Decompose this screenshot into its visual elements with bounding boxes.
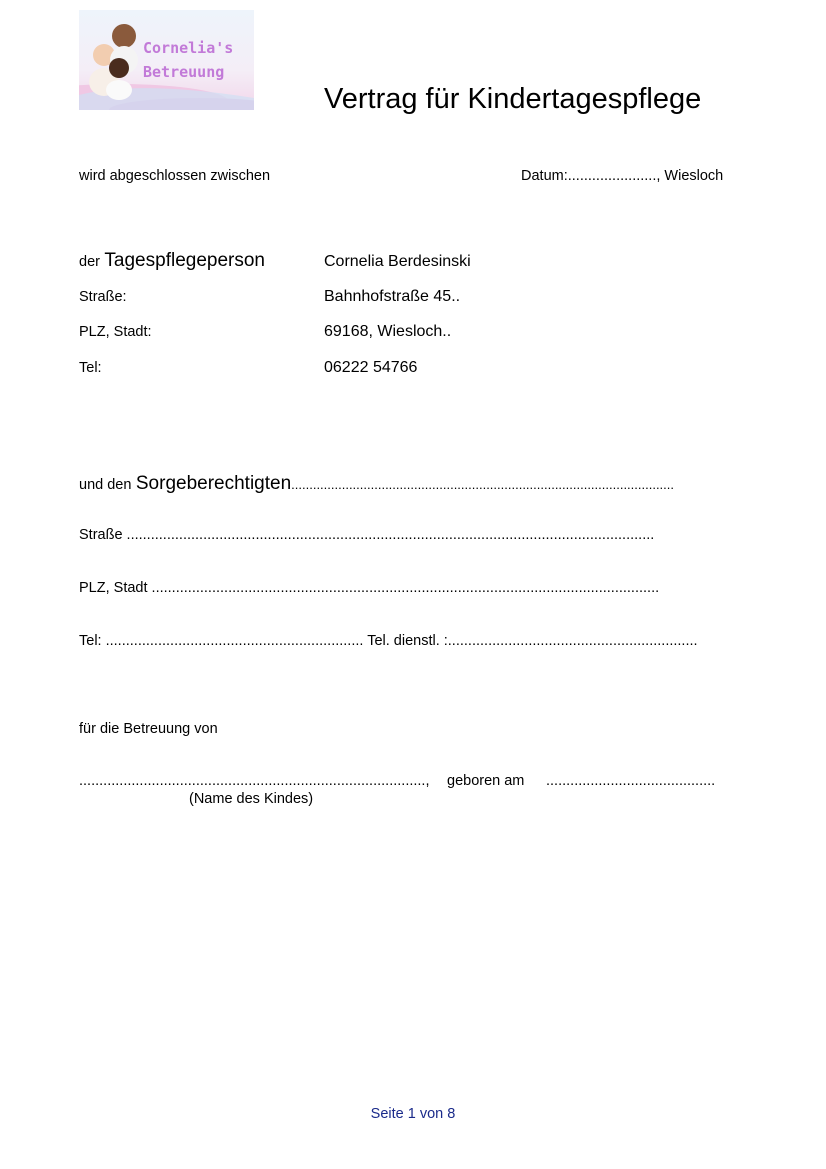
logo-line-1: Cornelia's [143, 39, 234, 57]
guardians-city-line: PLZ, Stadt .............................................................................................................................. [79, 580, 660, 596]
page-number: Seite 1 von 8 [370, 1106, 456, 1122]
child-name-caption: (Name des Kindes) [189, 791, 314, 807]
date-field: Datum:......................, Wiesloch [521, 168, 724, 184]
born-date-line: .......................................... [546, 773, 716, 789]
logo [79, 10, 254, 110]
guardians-street-line: Straße ................................................................................................................................... [79, 527, 655, 543]
guardians-tel-line: Tel: ................................................................ Tel. dienstl. :.............................................................. [79, 633, 698, 649]
caregiver-city: 69168, Wiesloch.. [324, 323, 452, 340]
guardians-heading-text: Sorgeberechtigten [135, 473, 292, 494]
caregiver-name: Cornelia Berdesinski [324, 253, 471, 270]
caregiver-street: Bahnhofstraße 45.. [324, 288, 461, 305]
caregiver-tel-label: Tel: [79, 360, 102, 376]
caregiver-street-label: Straße: [79, 289, 127, 305]
caregiver-prefix: der [79, 254, 100, 270]
document-title: Vertrag für Kindertagespflege [324, 83, 702, 115]
contract-between-text: wird abgeschlossen zwischen [79, 168, 271, 184]
guardians-name-dots: .......................................................................................................... [291, 477, 675, 492]
logo-line-2: Betreuung [143, 63, 225, 81]
care-for-text: für die Betreuung von [79, 721, 218, 737]
caregiver-heading [79, 250, 265, 272]
caregiver-heading-text: Tagespflegeperson [104, 250, 265, 271]
born-label: geboren am [447, 773, 525, 789]
guardians-prefix: und den [79, 477, 132, 493]
guardians-heading [79, 473, 674, 495]
caregiver-tel: 06222 54766 [324, 359, 418, 376]
caregiver-city-label: PLZ, Stadt: [79, 324, 152, 340]
child-name-line: ......................................................................................, [79, 773, 430, 789]
logo-text [143, 36, 233, 84]
